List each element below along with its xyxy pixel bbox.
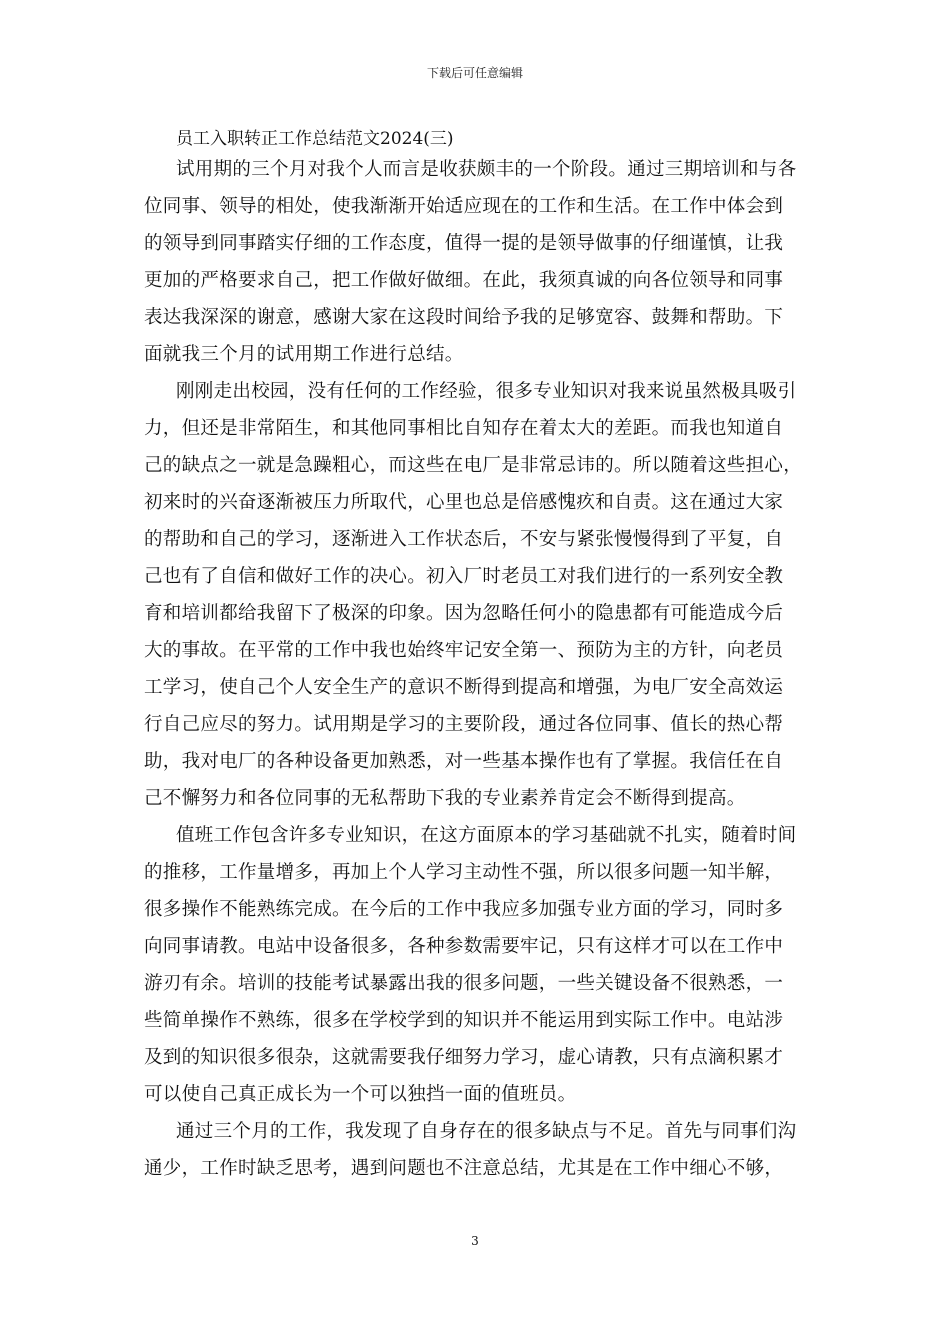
text-line: 初来时的兴奋逐渐被压力所取代，心里也总是倍感愧疚和自责。这在通过大家 (144, 492, 784, 513)
text-line: 及到的知识很多很杂，这就需要我仔细努力学习，虚心请教，只有点滴积累才 (144, 1047, 784, 1068)
text-line: 的领导到同事踏实仔细的工作态度，值得一提的是领导做事的仔细谨慎，让我 (144, 233, 784, 254)
page-number: 3 (471, 1234, 479, 1248)
text-line: 刚刚走出校园，没有任何的工作经验，很多专业知识对我来说虽然极具吸引 (176, 381, 797, 402)
text-line: 游刃有余。培训的技能考试暴露出我的很多问题，一些关键设备不很熟悉，一 (144, 973, 784, 994)
text-line: 值班工作包含许多专业知识，在这方面原本的学习基础就不扎实，随着时间 (176, 825, 797, 846)
text-line: 工学习，使自己个人安全生产的意识不断得到提高和增强，为电厂安全高效运 (144, 677, 784, 698)
text-line: 己也有了自信和做好工作的决心。初入厂时老员工对我们进行的一系列安全教 (144, 566, 784, 587)
text-line: 行自己应尽的努力。试用期是学习的主要阶段，通过各位同事、值长的热心帮 (144, 714, 784, 735)
text-line: 位同事、领导的相处，使我渐渐开始适应现在的工作和生活。在工作中体会到 (144, 196, 784, 217)
text-line: 些简单操作不熟练，很多在学校学到的知识并不能运用到实际工作中。电站涉 (144, 1010, 784, 1031)
text-line: 助，我对电厂的各种设备更加熟悉，对一些基本操作也有了掌握。我信任在自 (144, 751, 784, 772)
text-line: 试用期的三个月对我个人而言是收获颇丰的一个阶段。通过三期培训和与各 (176, 159, 797, 180)
text-line: 的帮助和自己的学习，逐渐进入工作状态后，不安与紧张慢慢得到了平复，自 (144, 529, 784, 550)
text-line: 的推移，工作量增多，再加上个人学习主动性不强，所以很多问题一知半解， (144, 862, 784, 883)
page-header: 下载后可任意编辑 (426, 66, 523, 80)
document-title: 员工入职转正工作总结范文2024(三) (176, 129, 454, 149)
text-line: 己不懈努力和各位同事的无私帮助下我的专业素养肯定会不断得到提高。 (144, 788, 746, 809)
text-line: 面就我三个月的试用期工作进行总结。 (144, 344, 464, 365)
text-line: 很多操作不能熟练完成。在今后的工作中我应多加强专业方面的学习，同时多 (144, 899, 784, 920)
text-line: 更加的严格要求自己，把工作做好做细。在此，我须真诚的向各位领导和同事 (144, 270, 784, 291)
text-line: 向同事请教。电站中设备很多，各种参数需要牢记，只有这样才可以在工作中 (144, 936, 784, 957)
text-line: 大的事故。在平常的工作中我也始终牢记安全第一、预防为主的方针，向老员 (144, 640, 784, 661)
text-line: 力，但还是非常陌生，和其他同事相比自知存在着太大的差距。而我也知道自 (144, 418, 784, 439)
text-line: 育和培训都给我留下了极深的印象。因为忽略任何小的隐患都有可能造成今后 (144, 603, 784, 624)
text-line: 通过三个月的工作，我发现了自身存在的很多缺点与不足。首先与同事们沟 (176, 1121, 797, 1142)
text-line: 表达我深深的谢意，感谢大家在这段时间给予我的足够宽容、鼓舞和帮助。下 (144, 307, 784, 328)
text-line: 己的缺点之一就是急躁粗心，而这些在电厂是非常忌讳的。所以随着这些担心， (144, 455, 803, 476)
text-line: 通少，工作时缺乏思考，遇到问题也不注意总结，尤其是在工作中细心不够， (144, 1158, 784, 1179)
text-line: 可以使自己真正成长为一个可以独挡一面的值班员。 (144, 1084, 577, 1105)
